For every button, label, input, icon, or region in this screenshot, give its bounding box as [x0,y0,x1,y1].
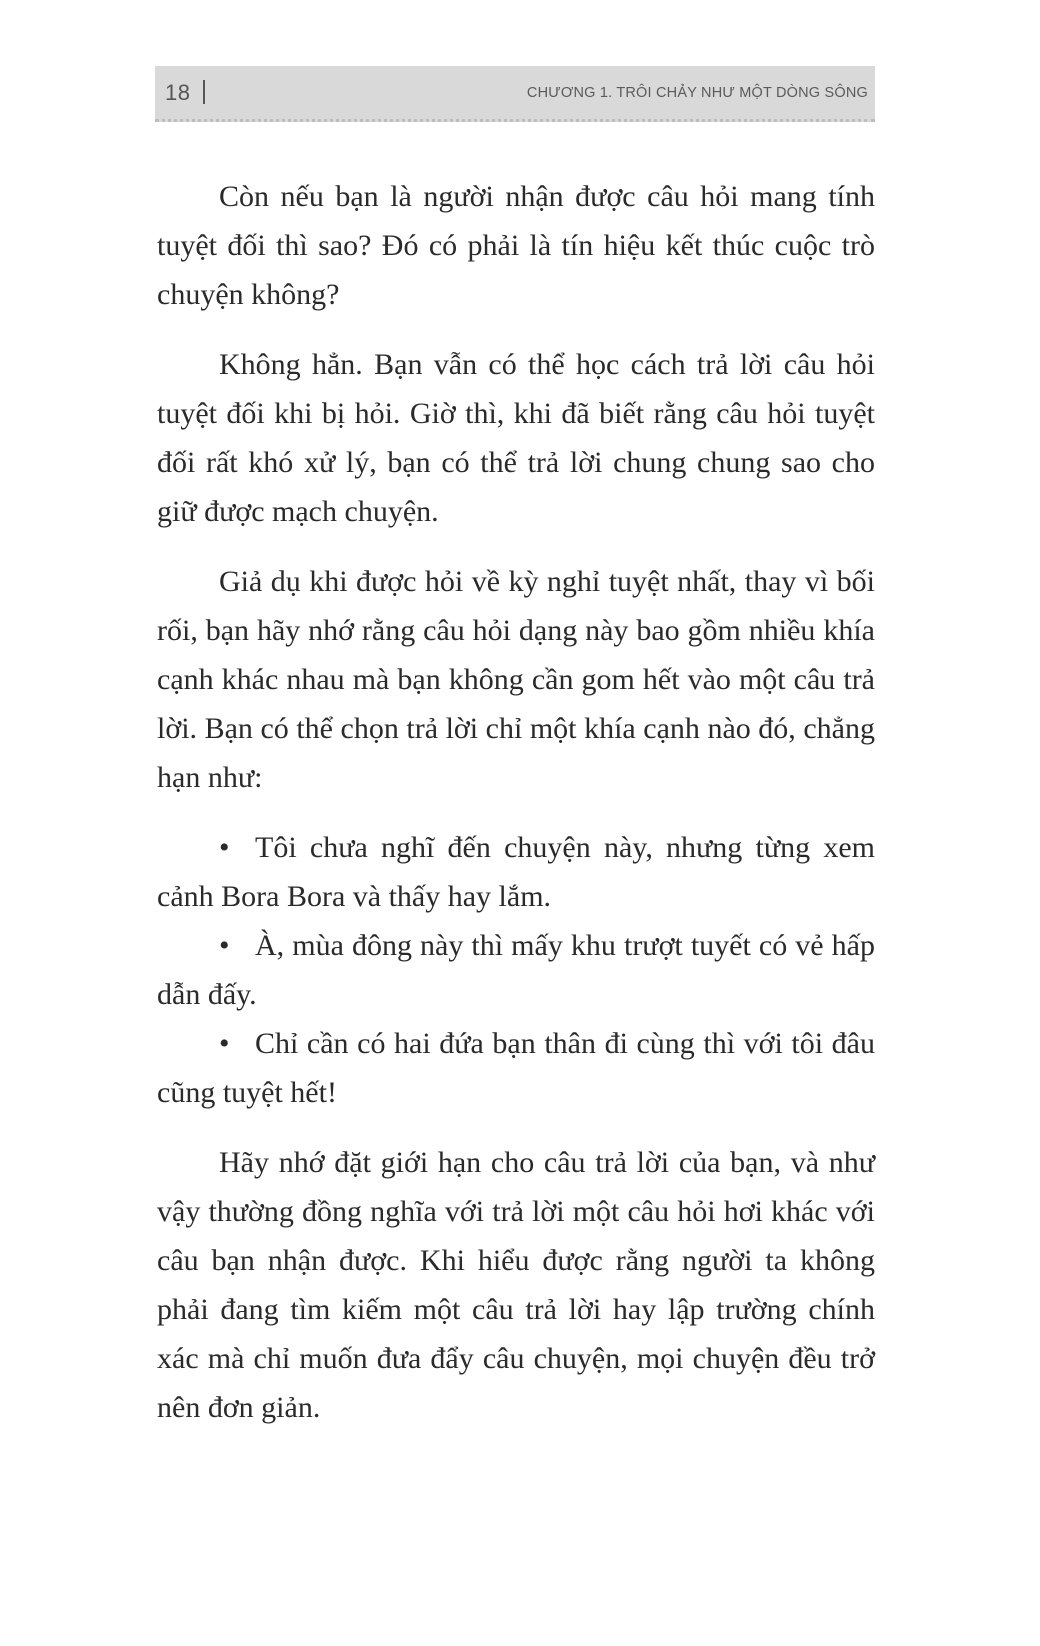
bullet-icon: • [219,929,230,962]
chapter-title: CHƯƠNG 1. TRÔI CHẢY NHƯ MỘT DÒNG SÔNG [526,85,868,101]
list-item [157,921,875,1019]
list-item [157,1019,875,1117]
list-item-text: Tôi chưa nghĩ đến chuyện này, nhưng từng xem cảnh Bora Bora và thấy hay lắm. [157,831,875,913]
list-item [157,823,875,921]
page-number: 18 [165,80,191,105]
example-answers-list [157,823,875,1117]
list-item-text: Chỉ cần có hai đứa bạn thân đi cùng thì với tôi đâu cũng tuyệt hết! [157,1027,875,1109]
list-item-text: À, mùa đông này thì mấy khu trượt tuyết có vẻ hấp dẫn đấy. [157,929,875,1011]
paragraph-2: Không hẳn. Bạn vẫn có thể học cách trả lời câu hỏi tuyệt đối khi bị hỏi. Giờ thì, khi đã biết rằng câu hỏi tuyệt đối rất khó xử lý, bạn có thể trả lời chung chung sao cho giữ được mạch chuyện. [157,348,875,528]
bullet-icon: • [219,1027,230,1060]
paragraph-4: Hãy nhớ đặt giới hạn cho câu trả lời của bạn, và như vậy thường đồng nghĩa với trả lời một câu hỏi hơi khác với câu bạn nhận được. Khi hiểu được rằng người ta không phải đang tìm kiếm một câu trả lời hay lập trường chính xác mà chỉ muốn đưa đẩy câu chuyện, mọi chuyện đều trở nên đơn giản. [157,1146,875,1424]
page-body [157,172,875,1453]
paragraph-1: Còn nếu bạn là người nhận được câu hỏi mang tính tuyệt đối thì sao? Đó có phải là tín hiệu kết thúc cuộc trò chuyện không? [157,180,875,311]
paragraph-3: Giả dụ khi được hỏi về kỳ nghỉ tuyệt nhất, thay vì bối rối, bạn hãy nhớ rằng câu hỏi dạng này bao gồm nhiều khía cạnh khác nhau mà bạn không cần gom hết vào một câu trả lời. Bạn có thể chọn trả lời chỉ một khía cạnh nào đó, chẳng hạn như: [157,565,875,794]
bullet-icon: • [219,831,230,864]
header-divider [203,80,205,104]
running-header [155,66,875,122]
